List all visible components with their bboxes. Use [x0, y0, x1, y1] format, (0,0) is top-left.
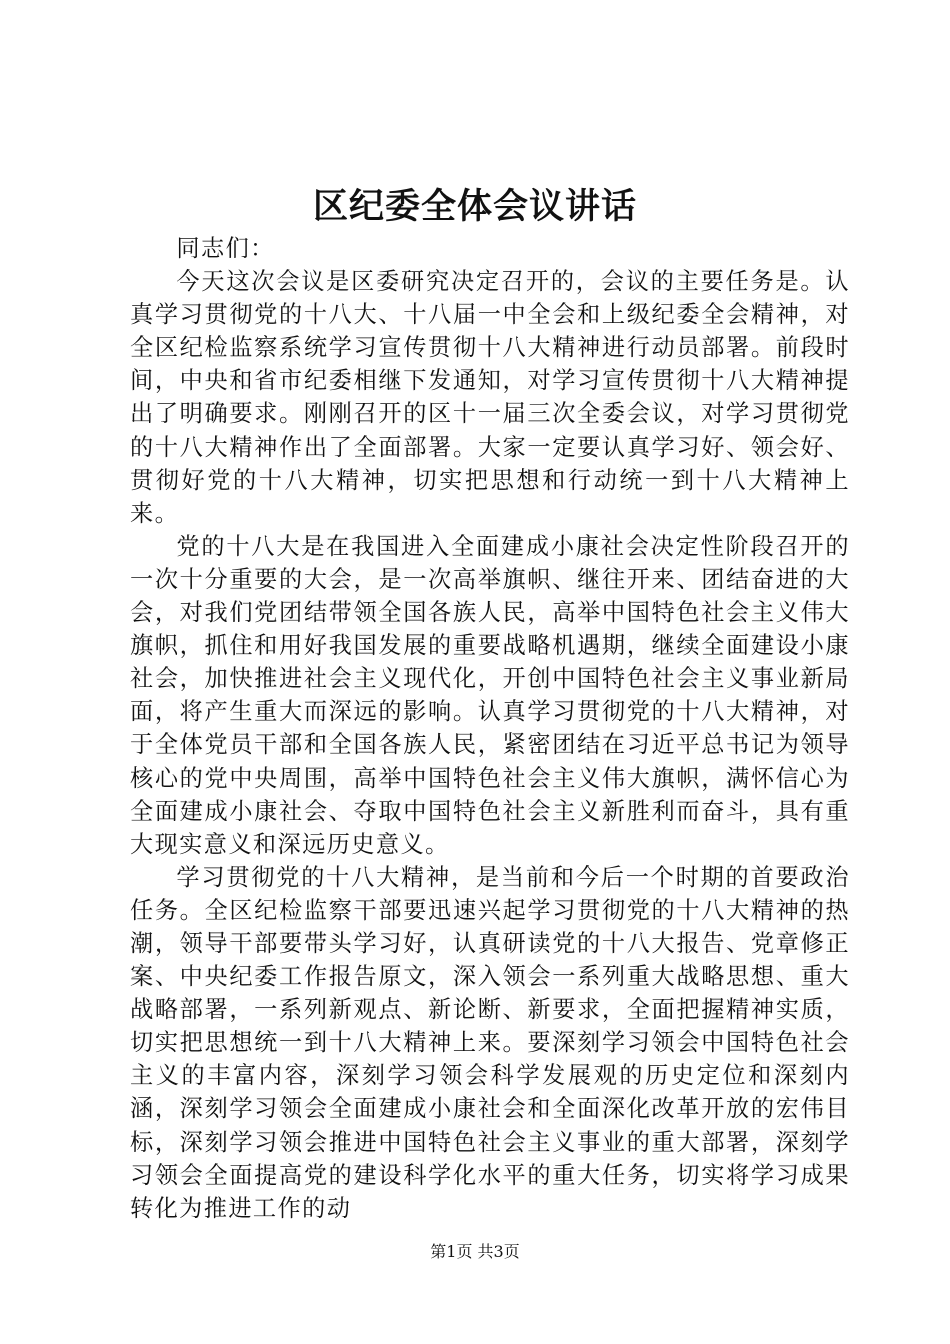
- document-title: 区纪委全体会议讲话: [312, 186, 637, 227]
- document-body: [130, 232, 850, 1225]
- paragraph-2: 党的十八大是在我国进入全面建成小康社会决定性阶段召开的一次十分重要的大会，是一次高举旗帜、继往开来、团结奋进的大会，对我们党团结带领全国各族人民，高举中国特色社会主义伟大旗帜，抓住和用好我国发展的重要战略机遇期，继续全面建设小康社会，加快推进社会主义现代化，开创中国特色社会主义事业新局面，将产生重大而深远的影响。认真学习贯彻党的十八大精神，对于全体党员干部和全国各族人民，紧密团结在习近平总书记为领导核心的党中央周围，高举中国特色社会主义伟大旗帜，满怀信心为全面建成小康社会、夺取中国特色社会主义新胜利而奋斗，具有重大现实意义和深远历史意义。: [130, 532, 850, 858]
- paragraph-1: 今天这次会议是区委研究决定召开的，会议的主要任务是。认真学习贯彻党的十八大、十八届一中全会和上级纪委全会精神，对全区纪检监察系统学习宣传贯彻十八大精神进行动员部署。前段时间，中央和省市纪委相继下发通知，对学习宣传贯彻十八大精神提出了明确要求。刚刚召开的区十一届三次全委会议，对学习贯彻党的十八大精神作出了全面部署。大家一定要认真学习好、领会好、贯彻好党的十八大精神，切实把思想和行动统一到十八大精神上来。: [130, 268, 850, 527]
- salutation: 同志们：: [176, 235, 275, 262]
- paragraph-3: 学习贯彻党的十八大精神，是当前和今后一个时期的首要政治任务。全区纪检监察干部要迅速兴起学习贯彻党的十八大精神的热潮，领导干部要带头学习好，认真研读党的十八大报告、党章修正案、中央纪委工作报告原文，深入领会一系列重大战略思想、重大战略部署，一系列新观点、新论断、新要求，全面把握精神实质，切实把思想统一到十八大精神上来。要深刻学习领会中国特色社会主义的丰富内容，深刻学习领会科学发展观的历史定位和深刻内涵，深刻学习领会全面建成小康社会和全面深化改革开放的宏伟目标，深刻学习领会推进中国特色社会主义事业的重大部署，深刻学习领会全面提高党的建设科学化水平的重大任务，切实将学习成果转化为推进工作的动: [130, 863, 850, 1222]
- page-footer: 第1页 共3页: [430, 1242, 520, 1261]
